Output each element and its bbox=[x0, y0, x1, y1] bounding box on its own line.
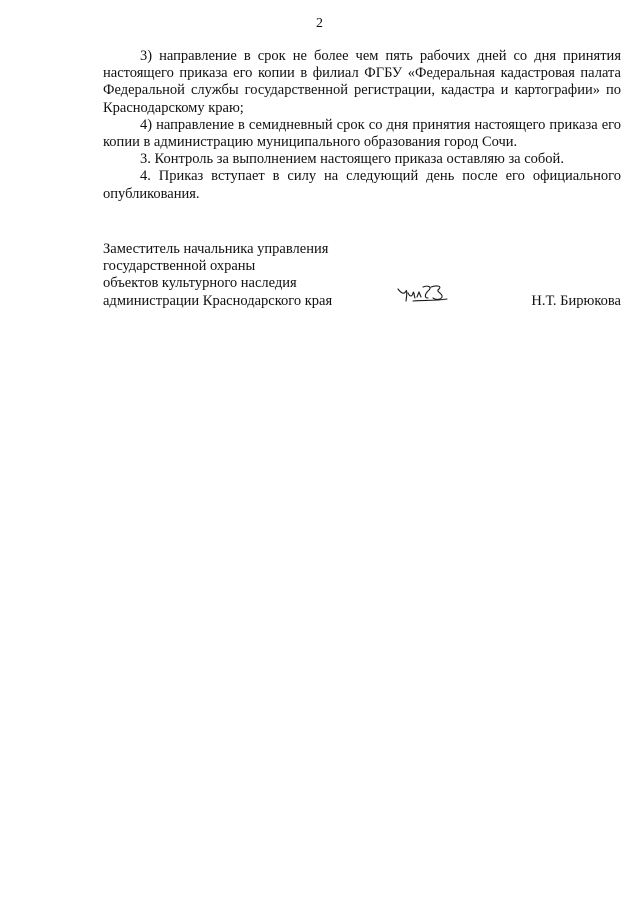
handwritten-signature-icon bbox=[395, 281, 455, 309]
signer-title-line: администрации Краснодарского края bbox=[103, 292, 333, 309]
document-body bbox=[103, 48, 621, 203]
page-number: 2 bbox=[316, 16, 323, 31]
signer-name: Н.Т. Бирюкова bbox=[531, 292, 621, 309]
signature-block bbox=[103, 241, 621, 311]
paragraph-item-3: 3) направление в срок не более чем пять рабочих дней со дня принятия настоящего приказа его копии в филиал ФГБУ «Федеральная кадастровая палата Федеральной службы государственной регистрации, кадастра и картографии» по Краснодарскому краю; bbox=[103, 48, 621, 116]
signer-title-line: объектов культурного наследия bbox=[103, 275, 297, 292]
signer-title-line: Заместитель начальника управления bbox=[103, 241, 329, 257]
paragraph-control: 3. Контроль за выполнением настоящего приказа оставляю за собой. bbox=[140, 151, 564, 168]
signer-title-line: государственной охраны bbox=[103, 258, 256, 275]
paragraph-item-4: 4) направление в семидневный срок со дня принятия настоящего приказа его копии в администрацию муниципального образования город Сочи. bbox=[103, 116, 621, 151]
paragraph-effective-date: 4. Приказ вступает в силу на следующий день после его официального опубликования. bbox=[103, 168, 621, 202]
